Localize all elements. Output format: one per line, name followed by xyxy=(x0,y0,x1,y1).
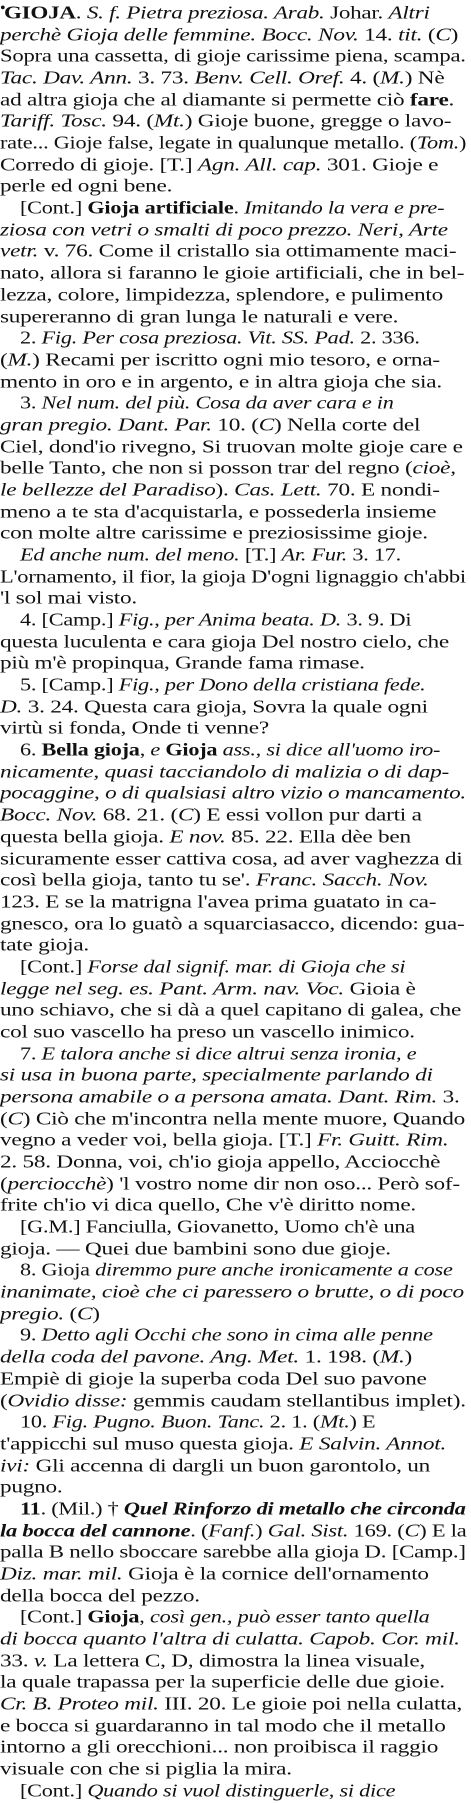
text-run: 10. xyxy=(20,1412,53,1432)
text-line xyxy=(0,175,468,198)
text-run: persona amabile o a persona amata. Dant. Rim. xyxy=(0,1087,438,1107)
text-run: della coda del pavone. Ang. Met. xyxy=(0,1347,300,1367)
text-run: ziosa con vetri o smalti di poco prezzo. Neri, Arte xyxy=(0,220,448,240)
text-run: ( xyxy=(0,1390,8,1411)
text-line xyxy=(20,1259,468,1282)
text-line xyxy=(0,154,468,177)
text-line xyxy=(0,1346,468,1369)
text-line xyxy=(0,913,468,936)
text-run: 169. ( xyxy=(348,1521,405,1541)
text-run: Diz. mar. mil. xyxy=(0,1564,123,1584)
text-run: 3. xyxy=(20,393,42,413)
text-line xyxy=(0,587,468,610)
text-run: tate gioja. xyxy=(0,935,89,955)
text-line xyxy=(0,1455,468,1478)
text-line xyxy=(0,999,468,1022)
text-run: [G.M.] Fanciulla, Giovanetto, Uomo ch'è una xyxy=(20,1217,415,1237)
text-run: ) E la xyxy=(419,1521,467,1541)
text-run: S. f. Pietra preziosa. Arab. xyxy=(86,3,325,23)
text-run: cioè, xyxy=(412,458,456,478)
text-run: M. xyxy=(380,68,405,88)
text-line xyxy=(0,436,468,459)
text-run: ) Nè xyxy=(404,68,445,88)
text-run: 3. 24. Questa cara gioja, Sovra la quale ogni xyxy=(22,697,428,717)
text-run: 6. xyxy=(20,740,42,760)
text-line xyxy=(0,696,468,719)
text-run: Bella gioja xyxy=(41,740,140,760)
text-run: C xyxy=(258,415,274,435)
text-run: C xyxy=(7,1109,23,1129)
text-line xyxy=(0,978,468,1001)
text-run: legge nel seg. es. Pant. Arm. nav. Voc. xyxy=(0,979,345,999)
text-run: la quale trapassa per la superficie delle due gioie. xyxy=(0,1672,445,1693)
text-run: 5. [Camp.] xyxy=(20,675,119,695)
text-run: 123. E se la matrigna l'avea prima guatato in ca- xyxy=(0,892,437,912)
text-run: . xyxy=(75,3,87,23)
text-line xyxy=(0,24,468,47)
text-run: Johar. xyxy=(324,3,389,23)
text-run: ) Recami per iscritto ogni mio tesoro, e orna- xyxy=(32,350,440,370)
text-run: così bella gioja, tanto tu se'. xyxy=(0,870,256,890)
text-run: Mt. xyxy=(319,1412,350,1432)
text-line xyxy=(0,262,468,285)
text-line xyxy=(0,1173,468,1196)
text-run: M. xyxy=(379,1347,405,1367)
text-run: C xyxy=(435,25,451,45)
margin-mark: • xyxy=(0,0,6,17)
text-run: con molte altre carissime e preziosissime gioje. xyxy=(0,523,428,544)
text-run: [Cont.] xyxy=(20,198,88,218)
text-line xyxy=(0,1151,468,1174)
text-run: Sopra una cassetta, di gioje carissime piena, scampa. xyxy=(0,46,466,67)
text-run: così gen., può esser tanto quella xyxy=(149,1607,430,1628)
text-run: lezza, colore, limpidezza, splendore, e pulimento xyxy=(0,285,444,305)
text-run: 10. ( xyxy=(211,415,259,435)
text-run: [Cont.] xyxy=(20,1781,88,1801)
text-line xyxy=(20,197,468,220)
text-run: gran pregio. Dant. Par. xyxy=(0,415,212,435)
text-run: . ( xyxy=(190,1521,209,1541)
text-run: col suo vascello ha preso un vascello inimico. xyxy=(0,1022,415,1042)
text-run: Gli accenna di dargli un buon garontolo, un xyxy=(30,1456,431,1476)
text-run: 94. ( xyxy=(106,111,154,132)
text-line xyxy=(0,284,468,307)
text-run: La lettera C, D, dimostra la linea visuale, xyxy=(47,1651,425,1671)
text-run: e bocca si guardaranno in tal modo che il metallo xyxy=(0,1716,446,1736)
text-run: ) E xyxy=(349,1412,376,1432)
text-line xyxy=(0,1433,468,1456)
text-run: uno schiavo, che si dà a quel capitano di galea, che xyxy=(0,1000,462,1020)
text-run: Tariff. Tosc. xyxy=(0,111,107,132)
text-run: 7. xyxy=(20,1044,42,1064)
text-run: ivi: xyxy=(0,1456,31,1476)
text-run: E Salvin. Annot. xyxy=(299,1434,447,1454)
text-line xyxy=(0,1303,468,1326)
text-line xyxy=(20,1606,468,1629)
text-run: 3. xyxy=(437,1087,460,1107)
text-run: 301. Gioje e xyxy=(321,155,439,175)
text-line xyxy=(0,522,468,545)
text-line xyxy=(20,1216,468,1239)
text-run: 2. 336. xyxy=(354,328,420,348)
text-run: Cas. Lett. xyxy=(234,480,322,500)
text-line xyxy=(0,306,468,329)
text-run: Fig., per Dono della cristiana fede. xyxy=(118,675,426,695)
text-run: Bocc. Nov. xyxy=(0,805,98,825)
text-run: 11 xyxy=(20,1499,41,1519)
text-run: fare xyxy=(409,90,449,110)
text-line xyxy=(0,717,468,740)
text-line xyxy=(0,631,468,654)
text-line xyxy=(0,501,468,524)
text-line xyxy=(0,89,468,112)
text-run: ) Gioje buone, gregge o lavo- xyxy=(184,111,452,132)
text-line xyxy=(0,414,468,437)
text-run: ) xyxy=(459,133,467,153)
text-run: Agn. All. cap. xyxy=(197,155,322,175)
text-line xyxy=(0,869,468,892)
text-line xyxy=(0,1563,468,1586)
text-line xyxy=(20,1411,468,1434)
text-line xyxy=(0,761,468,784)
text-run: questa luculenta e cara gioja Del nostro cielo, che xyxy=(0,632,449,652)
text-run: le bellezze del Paradiso xyxy=(0,480,216,500)
text-run: e xyxy=(150,740,160,760)
text-line xyxy=(20,392,468,415)
text-line xyxy=(0,1194,468,1217)
text-line xyxy=(0,804,468,827)
text-run: gemmis caudam stellantibus implet). xyxy=(127,1390,466,1411)
text-line xyxy=(0,110,468,133)
text-run: inanimate, cioè che ci paressero o brutte, o di poco xyxy=(0,1282,464,1302)
text-line xyxy=(0,457,468,480)
text-line xyxy=(0,479,468,502)
text-line xyxy=(20,1498,468,1521)
text-line xyxy=(0,1628,468,1651)
text-run: 1. 198. ( xyxy=(299,1347,380,1367)
text-run: perciocchè xyxy=(7,1174,107,1194)
text-run: gnesco, ora lo guatò a squarciasacco, dicendo: gua- xyxy=(0,914,465,934)
text-run: Mt. xyxy=(153,111,185,132)
text-run: mento in oro e in argento, e in altra gioja che sia. xyxy=(0,372,442,392)
text-line xyxy=(0,1064,468,1087)
text-line xyxy=(0,1671,468,1694)
text-run: M. xyxy=(7,350,33,370)
text-run: , xyxy=(139,740,151,760)
text-line xyxy=(0,1476,468,1499)
text-run: ( xyxy=(63,1304,77,1324)
text-run: Fig. Pugno. Buon. Tanc. xyxy=(52,1412,265,1432)
text-run: frite ch'io vi dica quello, Che v'è diritto nome. xyxy=(0,1195,416,1216)
text-run: della bocca del pezzo. xyxy=(0,1586,200,1606)
text-run: 3. 17. xyxy=(347,545,402,565)
text-run: supereranno di gran lunga le naturali e vere. xyxy=(0,306,399,327)
text-run: Quando si vuol distinguerle, si dice xyxy=(87,1781,396,1801)
text-run: perchè Gioja delle femmine. Bocc. Nov. xyxy=(0,25,359,45)
text-run: 3. 9. Di xyxy=(341,610,412,630)
text-run: 9. xyxy=(20,1325,42,1346)
text-run: . xyxy=(448,90,455,110)
text-run: Empiè di gioje la superba coda Del suo pavone xyxy=(0,1369,427,1389)
text-run: Ar. Fur. xyxy=(281,545,348,565)
text-line xyxy=(0,1541,468,1564)
text-line xyxy=(0,1390,468,1413)
text-run: ) Ciò che m'incontra nella mente muore, Quando xyxy=(22,1109,465,1129)
text-run: 3. 73. xyxy=(132,68,195,88)
text-run: rate... Gioje false, legate in qualunque metallo. ( xyxy=(0,133,417,153)
text-run: questa bella gioja. xyxy=(0,827,170,847)
text-run: L'ornamento, il fior, la gioja D'ogni lignaggio ch'abbi xyxy=(0,567,466,587)
text-run: E nov. xyxy=(169,827,226,847)
text-run: C xyxy=(76,1304,93,1324)
text-run: Nel num. del più. Cosa da aver cara e in xyxy=(41,393,394,413)
text-run: . xyxy=(233,198,245,218)
text-run: nicamente, quasi tacciandolo di malizia o di dap- xyxy=(0,762,449,782)
text-line xyxy=(0,891,468,914)
text-run: si usa in buona parte, specialmente parlando di xyxy=(0,1065,433,1086)
text-run: ) xyxy=(92,1304,100,1324)
text-run: ) xyxy=(255,1521,268,1541)
text-run: ) xyxy=(450,25,459,45)
text-run: ass., si dice all'uomo iro- xyxy=(222,740,441,760)
text-run: più m'è propinqua, Grande fama rimase. xyxy=(0,653,365,674)
text-run: ( xyxy=(422,25,436,45)
text-run: vegno a veder voi, bella gioja. [T.] xyxy=(0,1130,318,1151)
text-run: belle Tanto, che non si posson trar del regno ( xyxy=(0,458,413,478)
text-run: Gal. Sist. xyxy=(267,1521,349,1541)
text-run: C xyxy=(177,805,194,825)
text-line xyxy=(20,1324,468,1347)
text-run: Franc. Sacch. Nov. xyxy=(255,870,429,890)
text-run: v. 76. Come il cristallo sia ottimamente maci- xyxy=(38,241,457,262)
text-run: ad altra gioja che al diamante si permette ciò xyxy=(0,90,410,110)
text-run: Detto agli Occhi che sono in cima alle penne xyxy=(41,1325,433,1346)
text-run: tit. xyxy=(398,25,423,45)
text-line xyxy=(0,45,468,68)
text-line xyxy=(0,652,468,675)
text-line xyxy=(0,67,468,90)
text-run: di bocca quanto l'altra di culatta. Capob. Cor. mil. xyxy=(0,1629,460,1649)
text-run: t'appicchi sul muso questa gioja. xyxy=(0,1434,300,1454)
text-run: Gioja xyxy=(87,1607,140,1628)
text-run: 4. ( xyxy=(344,68,381,88)
text-line xyxy=(0,1520,468,1543)
text-run: ( xyxy=(0,350,8,370)
text-run: ( xyxy=(0,1174,8,1194)
text-line xyxy=(0,1368,468,1391)
text-run: ). xyxy=(215,480,235,500)
text-line xyxy=(0,1238,468,1261)
text-line xyxy=(0,219,468,242)
text-line xyxy=(0,1086,468,1109)
text-run: Fig. Per cosa preziosa. Vit. SS. Pad. xyxy=(41,328,355,348)
text-run: Quel Rinforzo di metallo che circonda xyxy=(123,1499,466,1519)
text-run: Altri xyxy=(388,3,430,23)
text-run: E talora anche si dice altrui senza ironia, e xyxy=(41,1044,417,1064)
text-run: vetr. xyxy=(0,241,39,262)
text-run: 33. xyxy=(0,1651,34,1671)
text-run: Benv. Cell. Oref. xyxy=(194,68,345,88)
text-run: Fig., per Anima beata. D. xyxy=(118,610,342,630)
text-line xyxy=(0,349,468,372)
text-line xyxy=(20,956,468,979)
text-line xyxy=(0,1715,468,1738)
text-run: Gioia è xyxy=(344,979,416,999)
text-run: 2. 58. Donna, voi, ch'io gioja appello, Acciocchè xyxy=(0,1152,441,1172)
text-run: [T.] xyxy=(239,545,282,565)
text-run: visuale con che si piglia la mira. xyxy=(0,1759,292,1779)
text-line xyxy=(20,327,468,350)
text-line xyxy=(0,826,468,849)
text-line xyxy=(20,1043,468,1066)
text-line xyxy=(0,1650,468,1673)
text-run: meno a te sta d'acquistarla, e possederla insieme xyxy=(0,502,437,522)
text-run: ) 'l vostro nome dir non oso... Però sof- xyxy=(106,1174,460,1194)
text-line xyxy=(20,739,468,762)
text-run: [Cont.] xyxy=(20,957,88,977)
text-run: pugno. xyxy=(0,1477,63,1497)
text-line xyxy=(0,1281,468,1304)
text-run: Corredo di gioje. [T.] xyxy=(0,155,198,175)
text-run: Imitando la vera e pre- xyxy=(244,198,445,218)
text-line xyxy=(0,1021,468,1044)
text-run: Ed anche num. del meno. xyxy=(20,545,240,565)
text-line xyxy=(0,1758,468,1781)
text-run: v. xyxy=(33,1651,48,1671)
text-line xyxy=(0,1693,468,1716)
text-run: Fanf. xyxy=(208,1521,256,1541)
text-run: sicuramente esser cattiva cosa, ad aver vaghezza di xyxy=(0,848,463,869)
text-run: D. xyxy=(0,697,23,717)
text-line xyxy=(0,1129,468,1152)
text-run: 68. 21. ( xyxy=(97,805,178,825)
text-run: Gioja xyxy=(165,740,218,760)
text-line xyxy=(0,240,468,263)
text-run: Gioja artificiale xyxy=(87,198,234,218)
text-run: Gioja è la cornice dell'ornamento xyxy=(122,1564,429,1584)
text-line xyxy=(0,1108,468,1131)
text-run: ) Nella corte del xyxy=(273,415,421,435)
text-line xyxy=(0,934,468,957)
text-line xyxy=(20,609,468,632)
text-line xyxy=(0,1736,468,1759)
text-run: ) xyxy=(404,1347,413,1367)
text-run: la bocca del cannone xyxy=(0,1521,191,1541)
text-run: intorno a gli orecchioni... non proibisca il raggio xyxy=(0,1737,439,1758)
text-run: pregio. xyxy=(0,1304,64,1324)
text-run: . (Mil.) † xyxy=(40,1499,124,1519)
text-line xyxy=(4,2,468,25)
text-run: 'l sol mai visto. xyxy=(0,588,137,609)
text-run: pocaggine, o di qualsiasi altro vizio o mancamento. xyxy=(0,783,466,804)
text-run: diremmo pure anche ironicamente a cose xyxy=(95,1260,453,1281)
text-line xyxy=(0,782,468,805)
text-line xyxy=(0,848,468,871)
text-run: 70. E nondi- xyxy=(321,480,440,500)
text-run: ( xyxy=(0,1109,8,1129)
text-run: C xyxy=(404,1521,420,1541)
text-line xyxy=(20,674,468,697)
text-line xyxy=(20,1780,468,1803)
text-run: ) E essi vollon pur darti a xyxy=(193,805,422,825)
text-run: Tom. xyxy=(416,133,460,153)
text-run: perle ed ogni bene. xyxy=(0,176,173,197)
text-run: 85. 22. Ella dèe ben xyxy=(225,827,411,847)
text-run: 4. [Camp.] xyxy=(20,610,119,630)
text-run: [Cont.] xyxy=(20,1607,88,1628)
text-run: gioja. — Quei due bambini sono due gioje. xyxy=(0,1239,391,1259)
text-run: GIOJA xyxy=(4,3,76,23)
text-run: Ovidio disse: xyxy=(7,1390,128,1411)
text-run: Cr. B. Proteo mil. xyxy=(0,1694,159,1714)
text-run: 2. 1. ( xyxy=(264,1412,320,1432)
text-line xyxy=(0,132,468,155)
text-run: III. 20. Le gioie poi nella culatta, xyxy=(158,1694,463,1714)
text-run: Ciel, dond'io rivegno, Si truovan molte gioje care e xyxy=(0,437,463,457)
text-run: 14. xyxy=(358,25,399,45)
text-line xyxy=(0,1585,468,1608)
text-run: Tac. Dav. Ann. xyxy=(0,68,133,88)
text-run: Fr. Guitt. Rim. xyxy=(317,1130,449,1151)
text-run: 2. xyxy=(20,328,42,348)
text-run: nato, allora si faranno le gioie artificiali, che in bel- xyxy=(0,263,465,283)
text-run: Forse dal signif. mar. di Gioja che si xyxy=(87,957,406,977)
text-run: virtù si fonda, Onde ti venne? xyxy=(0,718,269,739)
text-run: palla B nello sboccare sarebbe alla gioja D. [Camp.] xyxy=(0,1542,466,1562)
text-line xyxy=(0,371,468,394)
text-line xyxy=(20,544,468,567)
text-run: 8. Gioja xyxy=(20,1260,96,1281)
text-run: , xyxy=(139,1607,150,1628)
text-line xyxy=(0,566,468,589)
